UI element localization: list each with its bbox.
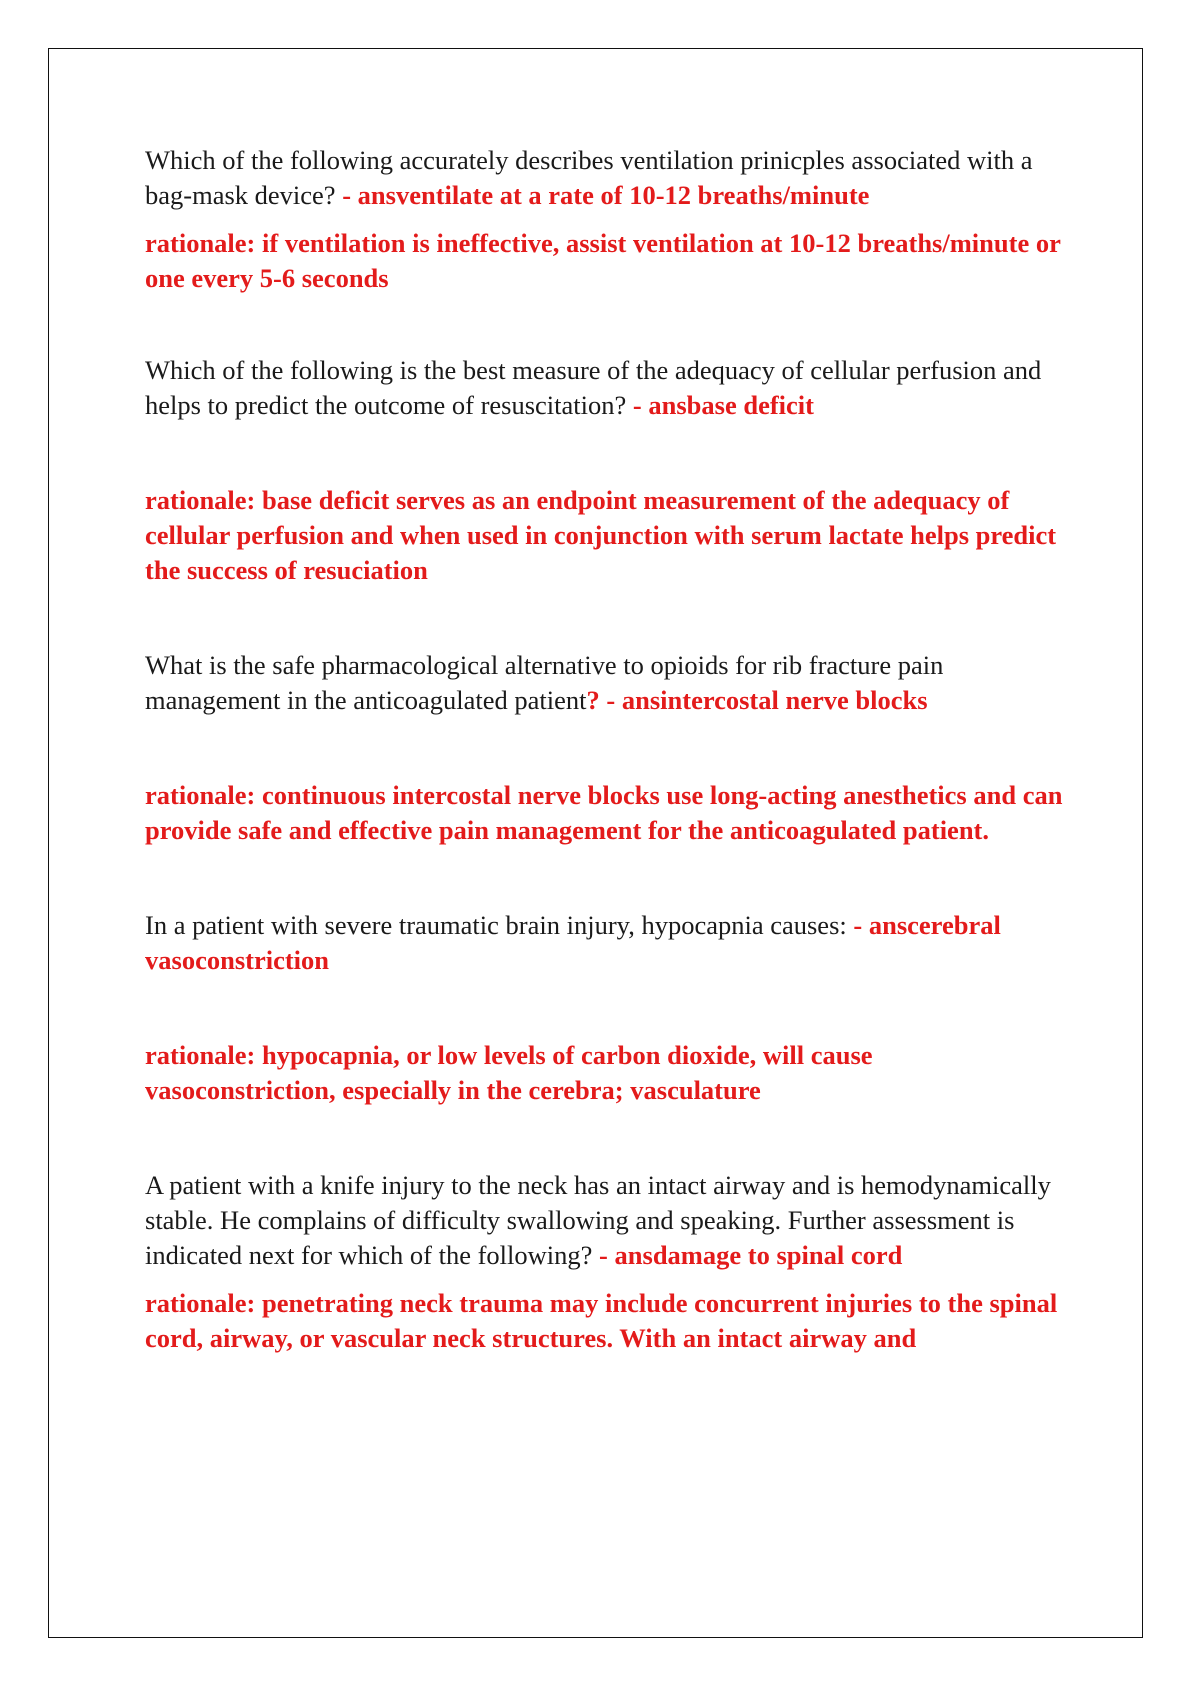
rationale-text: rationale: hypocapnia, or low levels of carbon dioxide, will cause vasoconstriction, especially in the cerebra; vasculature [145,1040,873,1105]
answer-text: cerebral vasoconstriction [145,910,1001,975]
qa-item-5 [145,1168,1065,1273]
question-text: Which of the following is the best measure of the adequacy of cellular perfusion and helps to predict the outcome of resuscitation? [145,355,1042,420]
rationale-text: rationale: penetrating neck trauma may include concurrent injuries to the spinal cord, airway, or vascular neck structures. With an intact airway and [145,1288,1058,1353]
answer-separator: - ans [335,180,396,210]
document-body [145,143,1065,1356]
question-text: Which of the following accurately describes ventilation prinicples associated with a bag-mask device? [145,145,1033,210]
question-text: A patient with a knife injury to the neck has an intact airway and is hemodynamically stable. He complains of difficulty swallowing and speaking. Further assessment is indicated next for which of the following? [145,1170,1051,1270]
answer-separator: - ans [626,390,687,420]
answer-separator: ? - ans [586,685,661,715]
question-text: In a patient with severe traumatic brain injury, hypocapnia causes: [145,910,847,940]
answer-separator: - ans [846,910,908,940]
answer-separator: - ans [592,1240,653,1270]
rationale-text: rationale: continuous intercostal nerve blocks use long-acting anesthetics and can provide safe and effective pain management for the anticoagulated patient. [145,780,1063,845]
qa-item-1 [145,143,1065,213]
rationale-text: rationale: if ventilation is ineffective, assist ventilation at 10-12 breaths/minute or one every 5-6 seconds [145,228,1061,293]
answer-text: ventilate at a rate of 10-12 breaths/minute [395,180,870,210]
answer-text: damage to spinal cord [652,1240,903,1270]
qa-item-4 [145,908,1065,978]
answer-text: intercostal nerve blocks [660,685,928,715]
qa-item-2 [145,353,1065,423]
qa-item-3 [145,648,1065,718]
rationale-text: rationale: base deficit serves as an endpoint measurement of the adequacy of cellular perfusion and when used in conjunction with serum lactate helps predict the success of resuciation [145,485,1057,585]
answer-text: base deficit [686,390,814,420]
question-text: What is the safe pharmacological alternative to opioids for rib fracture pain management in the anticoagulated patient [145,650,944,715]
